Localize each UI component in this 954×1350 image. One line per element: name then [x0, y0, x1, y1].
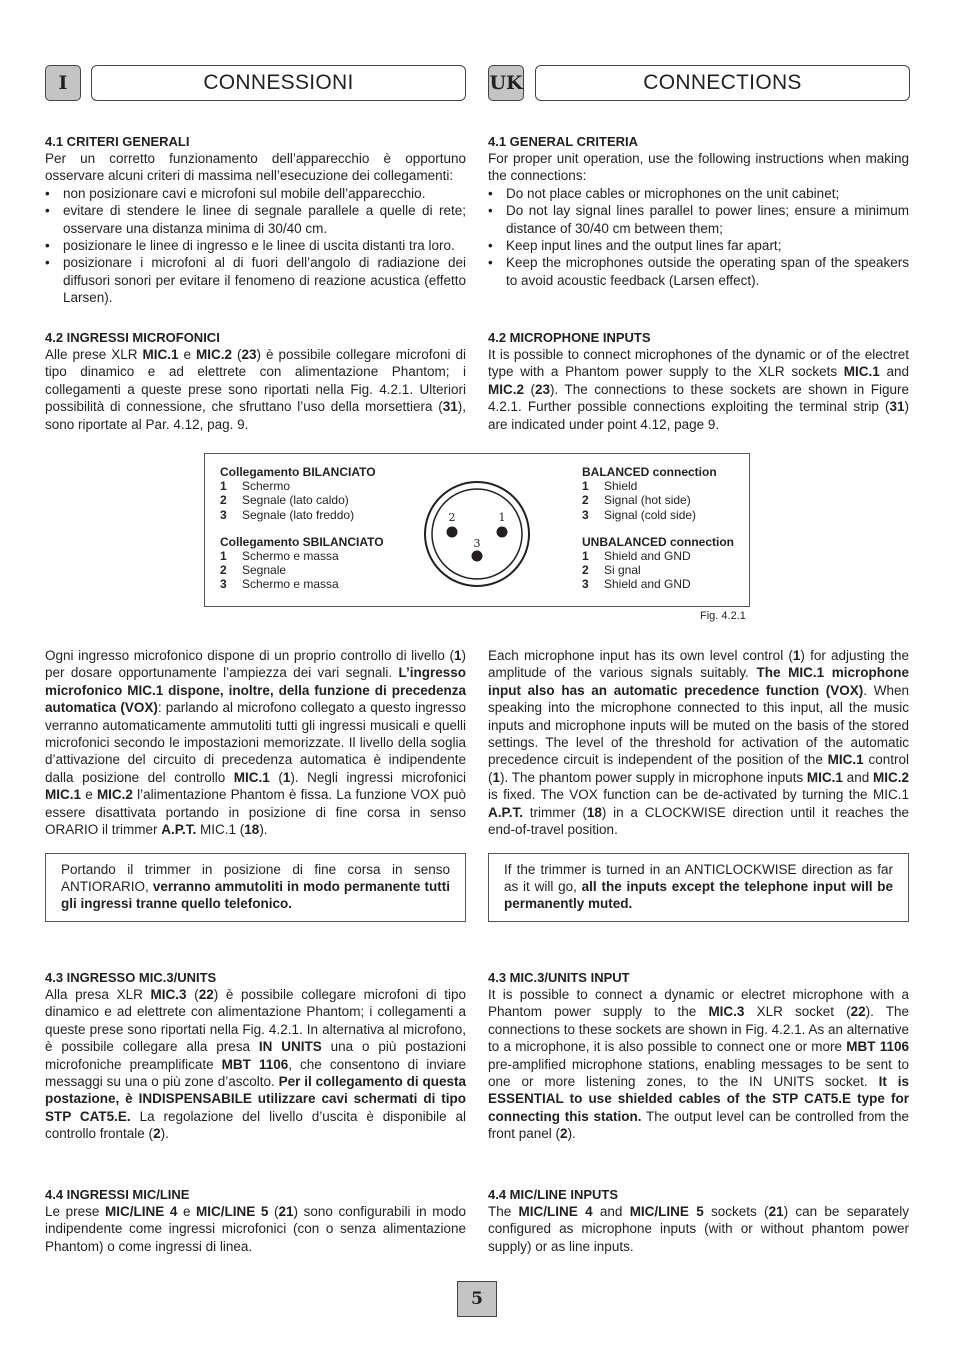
pin-2-label: 2 [448, 511, 456, 524]
heading: 4.4 INGRESSI MIC/LINE [45, 1187, 190, 1202]
note-box-english [488, 853, 909, 922]
list-item: • evitare di stendere le linee di segnale parallele a quelle di rete; osservare una distanza minima di 30/40 cm. [45, 202, 466, 237]
section-4-3-english [488, 969, 909, 1143]
heading: 4.2 INGRESSI MICROFONICI [45, 330, 220, 345]
legend-row: 1 Schermo e massa [220, 549, 339, 564]
note-text: If the trimmer is turned in an ANTICLOCKWISE direction as far as it will go, all the inputs except the telephone input will be permanently muted. [504, 862, 893, 911]
heading: 4.1 GENERAL CRITERIA [488, 134, 639, 149]
pin-2 [447, 527, 458, 538]
list-item: • Keep input lines and the output lines far apart; [488, 237, 909, 254]
pin-3-label: 3 [473, 537, 481, 550]
criteria-list [45, 185, 466, 307]
body-text: Le prese MIC/LINE 4 e MIC/LINE 5 (21) sono configurabili in modo indipendente come ingressi microfonici (con o senza alimentazione Phantom) o come ingressi di linea. [45, 1204, 466, 1254]
legend-row: 1 Schermo [220, 479, 291, 494]
heading: 4.2 MICROPHONE INPUTS [488, 330, 651, 345]
intro-text: For proper unit operation, use the following instructions when making the connections: [488, 151, 909, 184]
heading: 4.3 MIC.3/UNITS INPUT [488, 970, 630, 985]
note-text: Portando il trimmer in posizione di fine corsa in senso ANTIORARIO, verranno ammutoliti in modo permanente tutti gli ingressi tranne quello telefonico. [61, 862, 450, 911]
section-title-italian: CONNESSIONI [91, 65, 466, 101]
connector-inner-ring [432, 489, 522, 579]
legend-row: 1 Shield and GND [582, 549, 691, 564]
body-text: The MIC/LINE 4 and MIC/LINE 5 sockets (21) can be separately configured as microphone inputs (with or without phantom power supply) or as line inputs. [488, 1204, 909, 1254]
section-4-2-english [488, 329, 909, 433]
intro-text: Per un corretto funzionamento dell’apparecchio è opportuno osservare alcuni criteri di massima nell’esecuzione dei collegamenti: [45, 151, 466, 184]
criteria-list [488, 185, 909, 289]
legend-row: 3 Segnale (lato freddo) [220, 507, 355, 522]
section-4-3-italian [45, 969, 466, 1143]
legend-row: 2 Segnale [220, 563, 287, 578]
note-box-italian [45, 853, 466, 922]
legend-row: 3 Signal (cold side) [582, 507, 697, 522]
xlr-connector-icon [422, 479, 532, 589]
balanced-title: Collegamento BILANCIATO [220, 465, 376, 479]
figure-caption: Fig. 4.2.1 [700, 610, 746, 622]
section-4-1-italian [45, 133, 466, 307]
body-text: Alle prese XLR MIC.1 e MIC.2 (23) è possibile collegare microfoni di tipo dinamico e ad elettrete con alimentazione Phantom; i collegamenti a queste prese sono riportati nella Fig. 4.2.1. Ulteriori possibilità di connessione, che sfruttano l’uso della morsettiera (31), sono riportate al Par. 4.12, pag. 9. [45, 347, 467, 432]
section-4-4-italian [45, 1186, 466, 1255]
heading: 4.1 CRITERI GENERALI [45, 134, 190, 149]
list-item: • posizionare i microfoni al di fuori dell’angolo di radiazione dei diffusori sonori per evitare il fenomeno di reazione acustica (effetto Larsen). [45, 254, 466, 306]
section-4-2-italian [45, 329, 466, 433]
list-item: • Do not place cables or microphones on the unit cabinet; [488, 185, 909, 202]
balanced-title: BALANCED connection [582, 465, 717, 479]
body-text: Ogni ingresso microfonico dispone di un proprio controllo di livello (1) per dosare opportunamente l’ampiezza dei vari segnali. L’ingresso microfonico MIC.1 dispone, inoltre, della funzione di precedenza automatica (VOX): parlando al microfono collegato a questo ingresso verranno automaticamente ammutoliti tutti gli ingressi musicali e quelli microfonici secondo le impostazioni memorizzate. Il livello della soglia d’attivazione del circuito di precedenza automatica è indipendente dalla posizione del controllo MIC.1 (1). Negli ingressi microfonici MIC.1 e MIC.2 l’alimentazione Phantom è fissa. La funzione VOX può essere disattivata portando in posizione di fine corsa in senso ORARIO il trimmer A.P.T. MIC.1 (18). [45, 648, 467, 838]
page-number: 5 [457, 1281, 497, 1317]
list-item: • posizionare le linee di ingresso e le linee di uscita distanti tra loro. [45, 237, 466, 254]
list-item: • Keep the microphones outside the operating span of the speakers to avoid acoustic feedback (Larsen effect). [488, 254, 909, 289]
pin-1-label: 1 [498, 511, 506, 524]
legend-row: 1 Shield [582, 479, 638, 494]
legend-row: 2 Signal (hot side) [582, 493, 691, 508]
section-4-1-english [488, 133, 909, 289]
legend-row: 2 Segnale (lato caldo) [220, 493, 349, 508]
lang-badge-italian: I [45, 65, 81, 101]
connector-outer-ring [425, 482, 529, 586]
unbalanced-title: UNBALANCED connection [582, 534, 734, 549]
legend-row: 3 Schermo e massa [220, 577, 339, 592]
list-item: • non posizionare cavi e microfoni sul mobile dell’apparecchio. [45, 185, 466, 202]
body-text: It is possible to connect a dynamic or electret microphone with a Phantom power supply to the MIC.3 XLR socket (22). The connections to these sockets are shown in Fig. 4.2.1. As an alternative to a microphone, it is also possible to connect one or more MBT 1106 pre-amplified microphone stations, enabling messages to be sent to one or more listening zones, to the IN UNITS socket. It is ESSENTIAL to use shielded cables of the STP CAT5.E type for connecting this station. The output level can be controlled from the front panel (2). [488, 987, 910, 1142]
pin-1 [497, 527, 508, 538]
level-control-italian [45, 647, 466, 838]
lang-badge-english: UK [488, 65, 524, 101]
body-text: Each microphone input has its own level control (1) for adjusting the amplitude of the various signals suitably. The MIC.1 microphone input also has an automatic precedence function (VOX). When speaking into the microphone connected to this input, all the music inputs and microphone inputs will be muted on the basis of the stored settings. The level of the threshold for activation of the automatic precedence circuit is independent of the position of the MIC.1 control (1). The phantom power supply in microphone inputs MIC.1 and MIC.2 is fixed. The VOX function can be de-activated by turning the MIC.1 A.P.T. trimmer (18) in a CLOCKWISE direction until it reaches the end-of-travel position. [488, 648, 909, 838]
heading: 4.3 INGRESSO MIC.3/UNITS [45, 970, 217, 985]
italian-wiring-legend [220, 465, 384, 592]
unbalanced-title: Collegamento SBILANCIATO [220, 534, 384, 549]
body-text: It is possible to connect microphones of the dynamic or of the electret type with a Phantom power supply to the XLR sockets MIC.1 and MIC.2 (23). The connections to these sockets are shown in Figure 4.2.1. Further possible connections exploiting the terminal strip (31) are indicated under point 4.12, page 9. [488, 347, 910, 432]
list-item: • Do not lay signal lines parallel to power lines; ensure a minimum distance of 30/40 cm between them; [488, 202, 909, 237]
english-wiring-legend [582, 465, 734, 592]
legend-row: 3 Shield and GND [582, 577, 691, 592]
level-control-english [488, 647, 909, 838]
pin-3 [472, 551, 483, 562]
section-title-english: CONNECTIONS [535, 65, 910, 101]
heading: 4.4 MIC/LINE INPUTS [488, 1187, 619, 1202]
legend-row: 2 Si gnal [582, 563, 641, 578]
xlr-wiring-figure [204, 453, 750, 607]
section-4-4-english [488, 1186, 909, 1255]
body-text: Alla presa XLR MIC.3 (22) è possibile collegare microfoni di tipo dinamico e ad elettrete con alimentazione Phantom; i collegamenti a queste prese sono riportati nella Fig. 4.2.1. In alternativa al microfono, è possibile collegare alla presa IN UNITS una o più postazioni microfoniche preamplificate MBT 1106, che consentono di inviare messaggi su una o più zone d’ascolto. Per il collegamento di questa postazione, è INDISPENSABILE utilizzare cavi schermati di tipo STP CAT5.E. La regolazione del livello d’uscita è disponibile al controllo frontale (2). [45, 987, 466, 1142]
